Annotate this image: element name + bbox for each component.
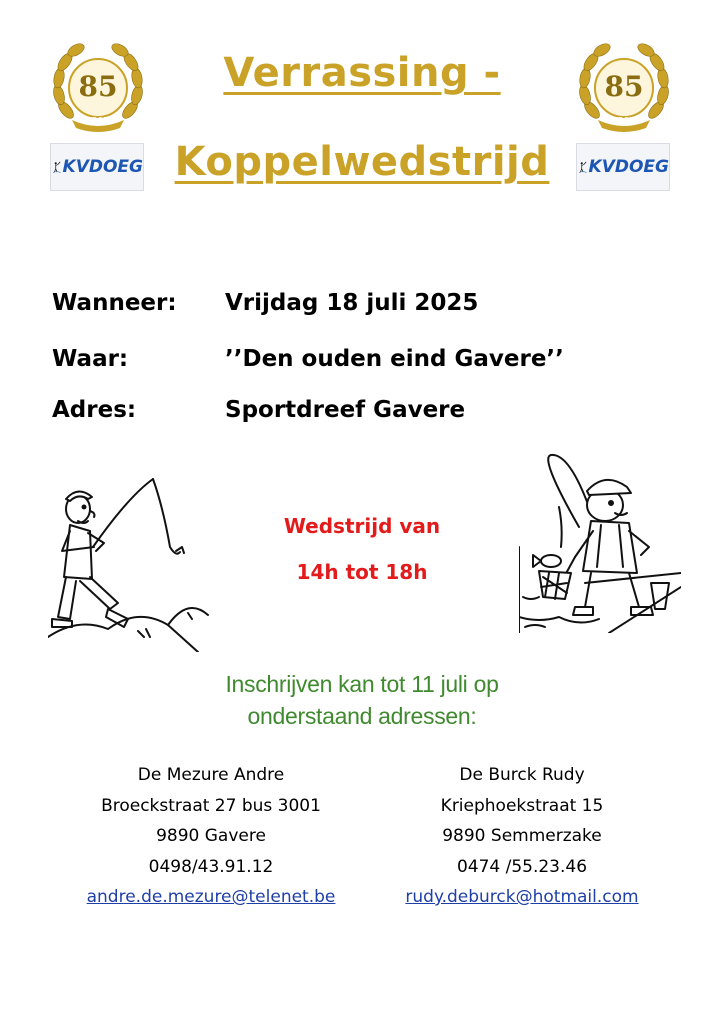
info-value-address: Sportdreef Gavere <box>225 397 466 423</box>
registration-line-2: onderstaand adressen: <box>247 703 477 729</box>
anniversary-badge-left <box>50 40 146 136</box>
contact-phone: 0474 /55.23.46 <box>456 856 588 877</box>
club-logo-left <box>50 143 144 191</box>
match-time-line-2: 14h tot 18h <box>296 560 428 584</box>
badge-ribbon-text: KVDOEG <box>82 116 114 124</box>
fisherman-cartoon-icon <box>48 447 210 652</box>
fisherman-landing-net-cartoon-icon <box>519 447 681 633</box>
info-value-where: ’’Den ouden eind Gavere’’ <box>225 346 564 372</box>
contact-name: De Mezure Andre <box>137 765 285 785</box>
fisherman-cartoon-left <box>48 447 210 652</box>
info-label-address: Adres: <box>52 397 137 423</box>
contact-street: Kriephoekstraat 15 <box>440 795 604 816</box>
contact-email-link[interactable]: andre.de.mezure@telenet.be <box>86 887 336 907</box>
club-logo-right <box>576 143 670 191</box>
fisherman-cartoon-right <box>519 447 681 633</box>
contact-email-link[interactable]: rudy.deburck@hotmail.com <box>405 887 639 907</box>
anniversary-badge-right <box>576 40 672 136</box>
club-logo-text: KVDOEG <box>588 157 669 177</box>
info-value-when: Vrijdag 18 juli 2025 <box>225 290 479 316</box>
contact-city: 9890 Semmerzake <box>442 826 602 846</box>
match-time-line-1: Wedstrijd van <box>283 514 441 538</box>
title-line-2: Koppelwedstrijd <box>174 139 550 185</box>
contact-street: Broeckstraat 27 bus 3001 <box>101 795 321 816</box>
contact-card-andre <box>66 760 356 913</box>
title-line-1: Verrassing - <box>223 50 501 96</box>
contact-city: 9890 Gavere <box>156 826 266 846</box>
contact-phone: 0498/43.91.12 <box>148 856 274 877</box>
info-label-where: Waar: <box>52 346 129 372</box>
badge-number: 85 <box>604 70 644 103</box>
contact-card-rudy <box>376 760 668 913</box>
badge-number: 85 <box>78 70 118 103</box>
angler-icon <box>53 150 61 184</box>
club-logo-text: KVDOEG <box>62 157 143 177</box>
angler-icon <box>579 150 587 184</box>
info-label-when: Wanneer: <box>52 290 177 316</box>
registration-line-1: Inschrijven kan tot 11 juli op <box>225 671 499 697</box>
contact-name: De Burck Rudy <box>459 765 585 785</box>
badge-ribbon-text: KVDOEG <box>608 116 640 124</box>
